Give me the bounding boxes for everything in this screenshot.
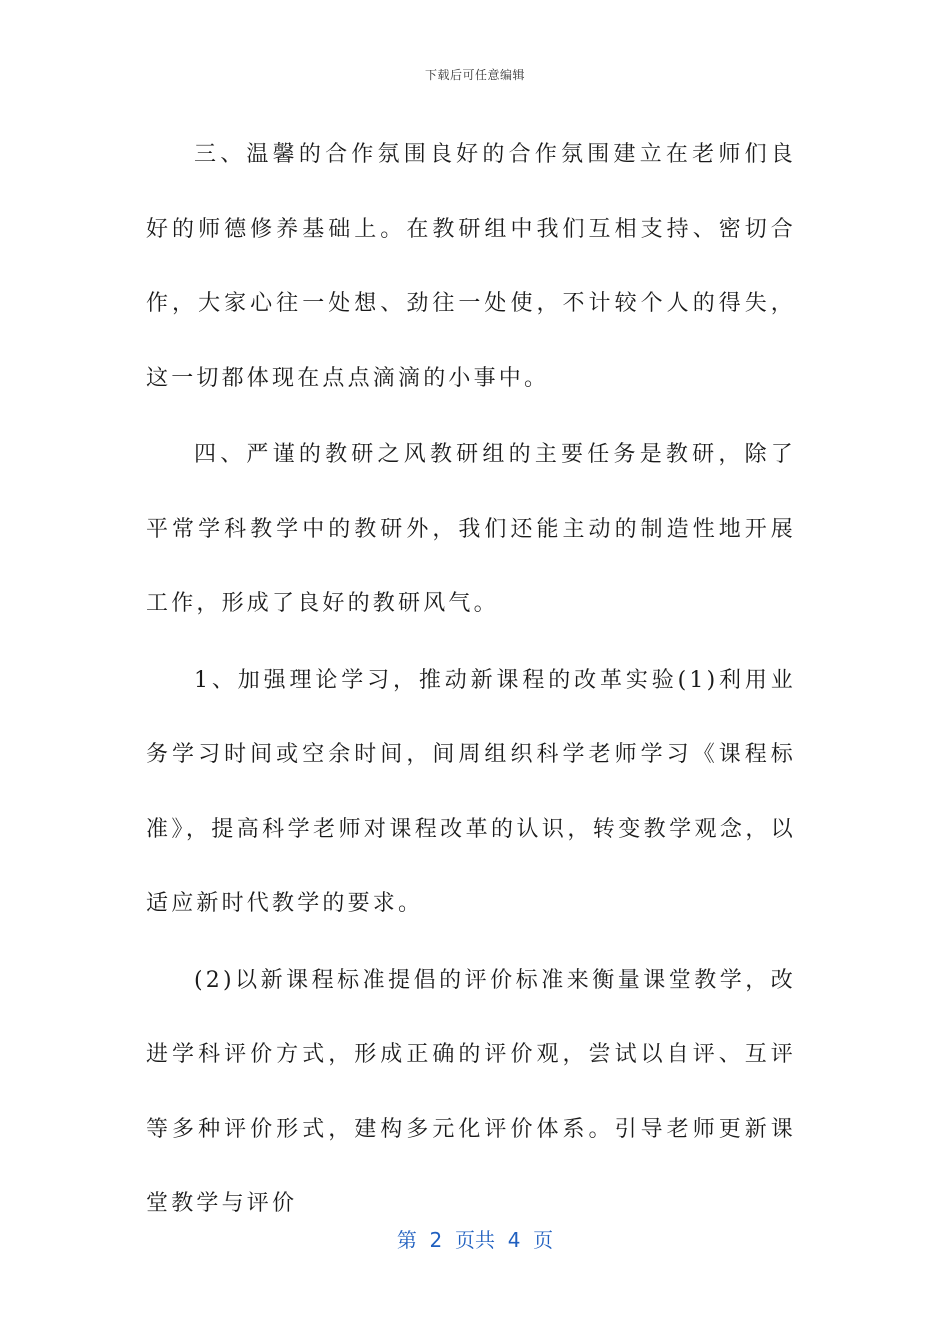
document-body [146,118,796,1244]
page-number-footer: 第 2 页共 4 页 [396,1228,554,1252]
header-note: 下载后可任意编辑 [424,68,525,82]
paragraph-research-style: 四、严谨的教研之风教研组的主要任务是教研，除了平常学科教学中的教研外，我们还能主动的制造性地开展工作，形成了良好的教研风气。 [146,442,796,616]
paragraph-cooperation: 三、温馨的合作氛围良好的合作氛围建立在老师们良好的师德修养基础上。在教研组中我们互相支持、密切合作，大家心往一处想、劲往一处使，不计较个人的得失，这一切都体现在点点滴滴的小事中。 [146,142,796,391]
paragraph-theory-study: 1、加强理论学习，推动新课程的改革实验(1)利用业务学习时间或空余时间，间周组织科学老师学习《课程标准》，提高科学老师对课程改革的认识，转变教学观念，以适应新时代教学的要求。 [146,667,796,916]
paragraph-evaluation: (2)以新课程标准提倡的评价标准来衡量课堂教学，改进学科评价方式，形成正确的评价观，尝试以自评、互评等多种评价形式，建构多元化评价体系。引导老师更新课堂教学与评价 [146,967,796,1216]
